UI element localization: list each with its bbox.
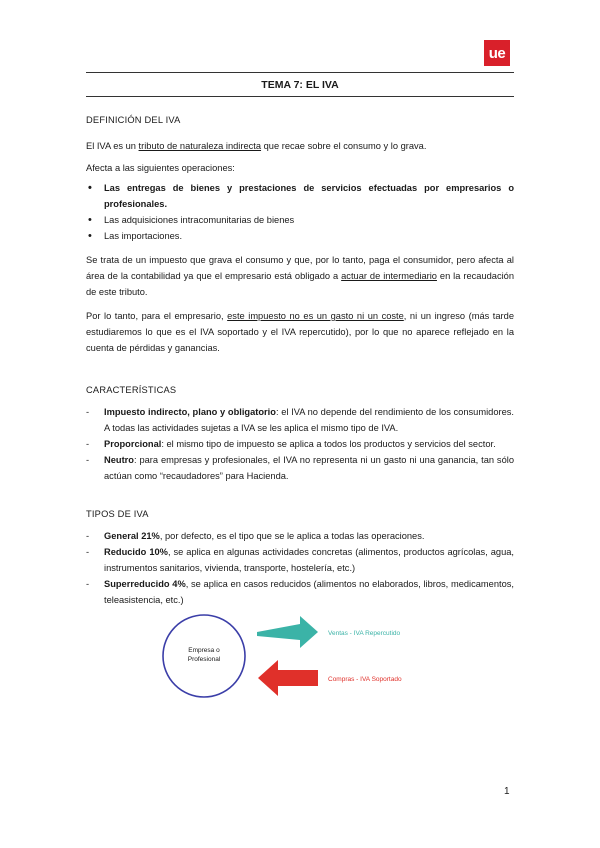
- definicion-paragraph-2: Afecta a las siguientes operaciones:: [86, 163, 235, 173]
- list-item: - Proporcional: el mismo tipo de impuesto se aplica a todos los productos y servicios del sector.: [86, 436, 514, 452]
- ventas-label: Ventas - IVA Repercutido: [328, 630, 401, 637]
- header-rule-top: [86, 72, 514, 73]
- definicion-paragraph-1: El IVA es un tributo de naturaleza indirecta que recae sobre el consumo y lo grava.: [86, 141, 427, 151]
- page-title: TEMA 7: EL IVA: [261, 79, 339, 91]
- underlined-term: tributo de naturaleza indirecta: [138, 141, 262, 151]
- university-logo: ue: [484, 40, 510, 66]
- section-heading-caracteristicas: CARACTERÍSTICAS: [86, 385, 177, 395]
- tipos-list: [86, 528, 514, 608]
- caracteristicas-list: [86, 404, 514, 484]
- list-item: - General 21%, por defecto, es el tipo que se le aplica a todas las operaciones.: [86, 528, 514, 544]
- section-heading-definicion: DEFINICIÓN DEL IVA: [86, 115, 181, 125]
- compras-label: Compras - IVA Soportado: [328, 676, 402, 683]
- list-item: - Superreducido 4%, se aplica en casos reducidos (alimentos no elaborados, libros, medicamentos, teleasistencia, etc.): [86, 576, 514, 608]
- page-number: 1: [504, 786, 510, 797]
- operaciones-list: [86, 180, 514, 244]
- compras-arrow-icon: [258, 660, 318, 696]
- underlined-term: este impuesto no es un gasto ni un coste: [227, 311, 404, 321]
- section-heading-tipos: TIPOS DE IVA: [86, 509, 149, 519]
- definicion-paragraph-3: Se trata de un impuesto que grava el consumo y que, por lo tanto, paga el consumidor, pero afecta al área de la contabilidad ya que el empresario está obligado a actuar de intermediario en la recaudación de este tributo.: [86, 255, 515, 297]
- list-item: - Impuesto indirecto, plano y obligatorio: el IVA no depende del rendimiento de los consumidores. A todas las actividades sujetas a IVA se les aplica el mismo tipo de IVA.: [86, 404, 514, 436]
- ventas-arrow-icon: [257, 616, 318, 648]
- circle-label-line1: Empresa o: [188, 647, 220, 654]
- list-item: - Neutro: para empresas y profesionales, el IVA no representa ni un gasto ni una ganancia, tan sólo actúan como “recaudadores” para Hacienda.: [86, 452, 514, 484]
- iva-flow-diagram: [160, 608, 460, 704]
- list-item: • Las importaciones.: [86, 228, 514, 244]
- list-item: • Las adquisiciones intracomunitarias de bienes: [86, 212, 514, 228]
- underlined-term: actuar de intermediario: [341, 271, 437, 281]
- circle-label-line2: Profesional: [187, 656, 221, 663]
- header-rule-bottom: [86, 96, 514, 97]
- list-item: - Reducido 10%, se aplica en algunas actividades concretas (alimentos, productos agrícolas, agua, instrumentos sanitarios, vivienda, transporte, hostelería, etc.): [86, 544, 514, 576]
- document-body: [86, 112, 514, 608]
- list-item: • Las entregas de bienes y prestaciones de servicios efectuadas por empresarios o profesionales.: [86, 180, 514, 212]
- definicion-paragraph-4: Por lo tanto, para el empresario, este impuesto no es un gasto ni un coste, ni un ingreso (más tarde estudiaremos lo que es el IVA soportado y el IVA repercutido), por lo que no aparece reflejado en la cuenta de pérdidas y ganancias.: [86, 311, 514, 353]
